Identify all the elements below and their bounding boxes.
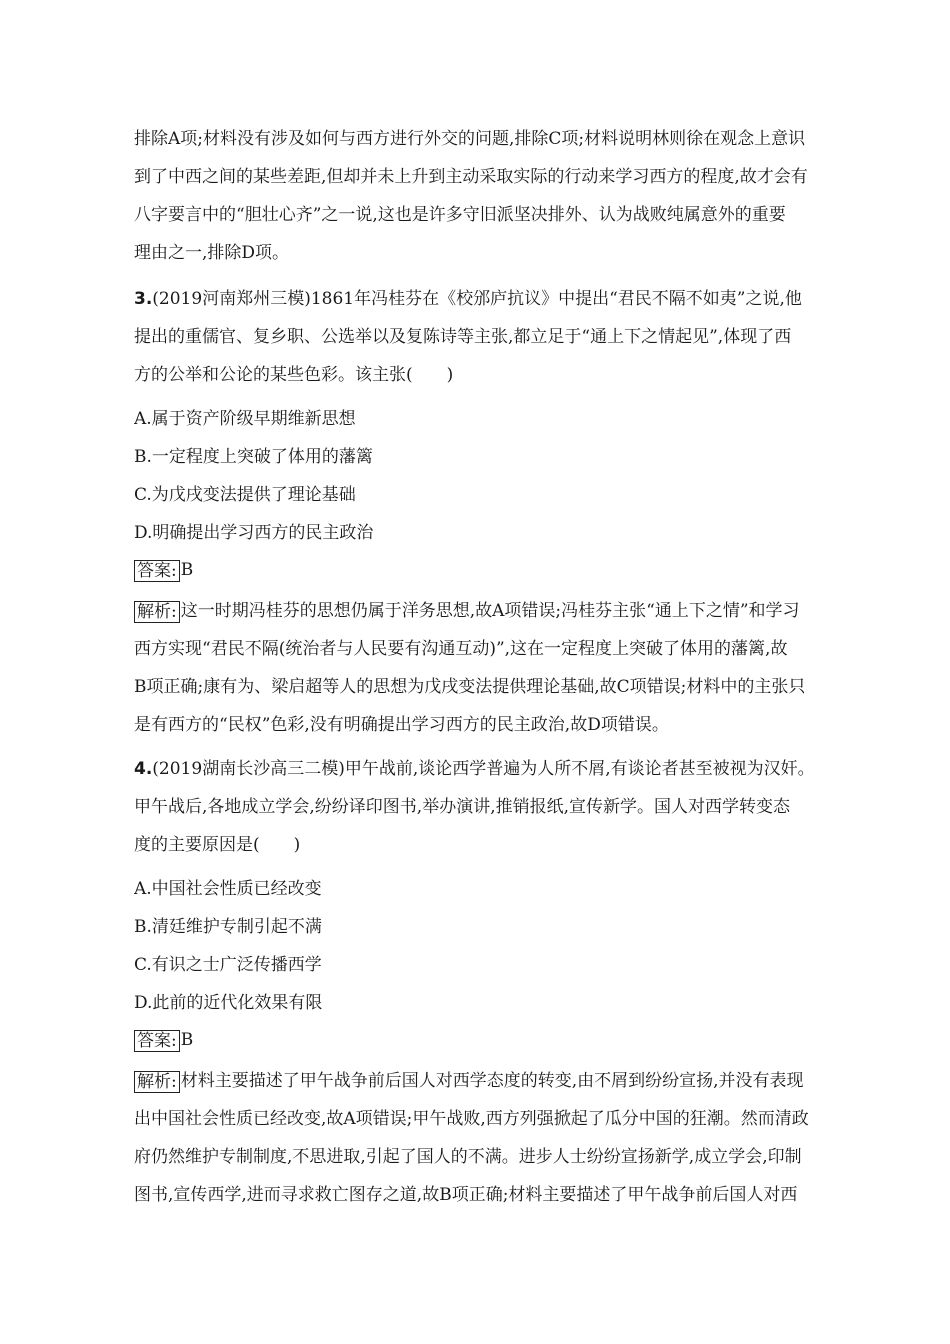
- answer-label: 答案:: [134, 560, 180, 582]
- question-stem-line: 度的主要原因是( ): [134, 835, 301, 855]
- prev-explanation-line: 到了中西之间的某些差距,但却并未上升到主动采取实际的行动来学习西方的程度,故才会有: [134, 167, 808, 187]
- question-4-stem: [134, 750, 824, 788]
- prev-explanation-line: 理由之一,排除D项。: [134, 243, 290, 263]
- analysis-line: 图书,宣传西学,进而寻求救亡图存之道,故B项正确;材料主要描述了甲午战争前后国人对西: [134, 1185, 798, 1205]
- question-stem-line: 甲午战后,各地成立学会,纷纷译印图书,举办演讲,推销报纸,宣传新学。国人对西学转变态: [134, 797, 791, 817]
- question-stem-line: (2019湖南长沙高三二模)甲午战前,谈论西学普遍为人所不屑,有谈论者甚至被视为汉奸。: [152, 759, 815, 779]
- option-d: D.明确提出学习西方的民主政治: [134, 523, 374, 543]
- option-c: C.有识之士广泛传播西学: [134, 955, 322, 975]
- question-3-stem: [134, 280, 824, 318]
- answer-row: [134, 1021, 824, 1059]
- prev-explanation-line: 排除A项;材料没有涉及如何与西方进行外交的问题,排除C项;材料说明林则徐在观念上意识: [134, 129, 806, 149]
- question-number: 4.: [134, 759, 153, 779]
- answer-row: [134, 551, 824, 589]
- analysis-label: 解析:: [134, 1071, 180, 1093]
- option-b: B.清廷维护专制引起不满: [134, 917, 322, 937]
- analysis-line: 是有西方的“民权”色彩,没有明确提出学习西方的民主政治,故D项错误。: [134, 715, 669, 735]
- question-number: 3.: [134, 289, 153, 309]
- option-a: A.属于资产阶级早期维新思想: [134, 409, 356, 429]
- option-b: B.一定程度上突破了体用的藩篱: [134, 447, 373, 467]
- prev-explanation-line: 八字要言中的“胆壮心齐”之一说,这也是许多守旧派坚决排外、认为战败纯属意外的重要: [134, 205, 786, 225]
- option-c: C.为戊戌变法提供了理论基础: [134, 485, 356, 505]
- analysis-line: B项正确;康有为、梁启超等人的思想为戊戌变法提供理论基础,故C项错误;材料中的主张只: [134, 677, 806, 697]
- option-d: D.此前的近代化效果有限: [134, 993, 323, 1013]
- analysis-line: 材料主要描述了甲午战争前后国人对西学态度的转变,由不屑到纷纷宣扬,并没有表现: [180, 1071, 804, 1091]
- analysis-line: 西方实现“君民不隔(统治者与人民要有沟通互动)”,这在一定程度上突破了体用的藩篱,故: [134, 639, 788, 659]
- analysis-row: [134, 1062, 824, 1100]
- analysis-line: 府仍然维护专制制度,不思进取,引起了国人的不满。进步人士纷纷宣扬新学,成立学会,印制: [134, 1147, 802, 1167]
- answer-value: B: [180, 560, 194, 580]
- question-stem-line: (2019河南郑州三模)1861年冯桂芬在《校邠庐抗议》中提出“君民不隔不如夷”之说,他: [152, 289, 802, 309]
- answer-label: 答案:: [134, 1030, 180, 1052]
- analysis-row: [134, 592, 824, 630]
- analysis-line: 出中国社会性质已经改变,故A项错误;甲午战败,西方列强掀起了瓜分中国的狂潮。然而清政: [134, 1109, 809, 1129]
- analysis-label: 解析:: [134, 601, 180, 623]
- analysis-line: 这一时期冯桂芬的思想仍属于洋务思想,故A项错误;冯桂芬主张“通上下之情”和学习: [180, 601, 800, 621]
- answer-value: B: [180, 1030, 194, 1050]
- question-stem-line: 提出的重儒官、复乡职、公选举以及复陈诗等主张,都立足于“通上下之情起见”,体现了西: [134, 327, 792, 347]
- option-a: A.中国社会性质已经改变: [134, 879, 322, 899]
- question-stem-line: 方的公举和公论的某些色彩。该主张( ): [134, 365, 454, 385]
